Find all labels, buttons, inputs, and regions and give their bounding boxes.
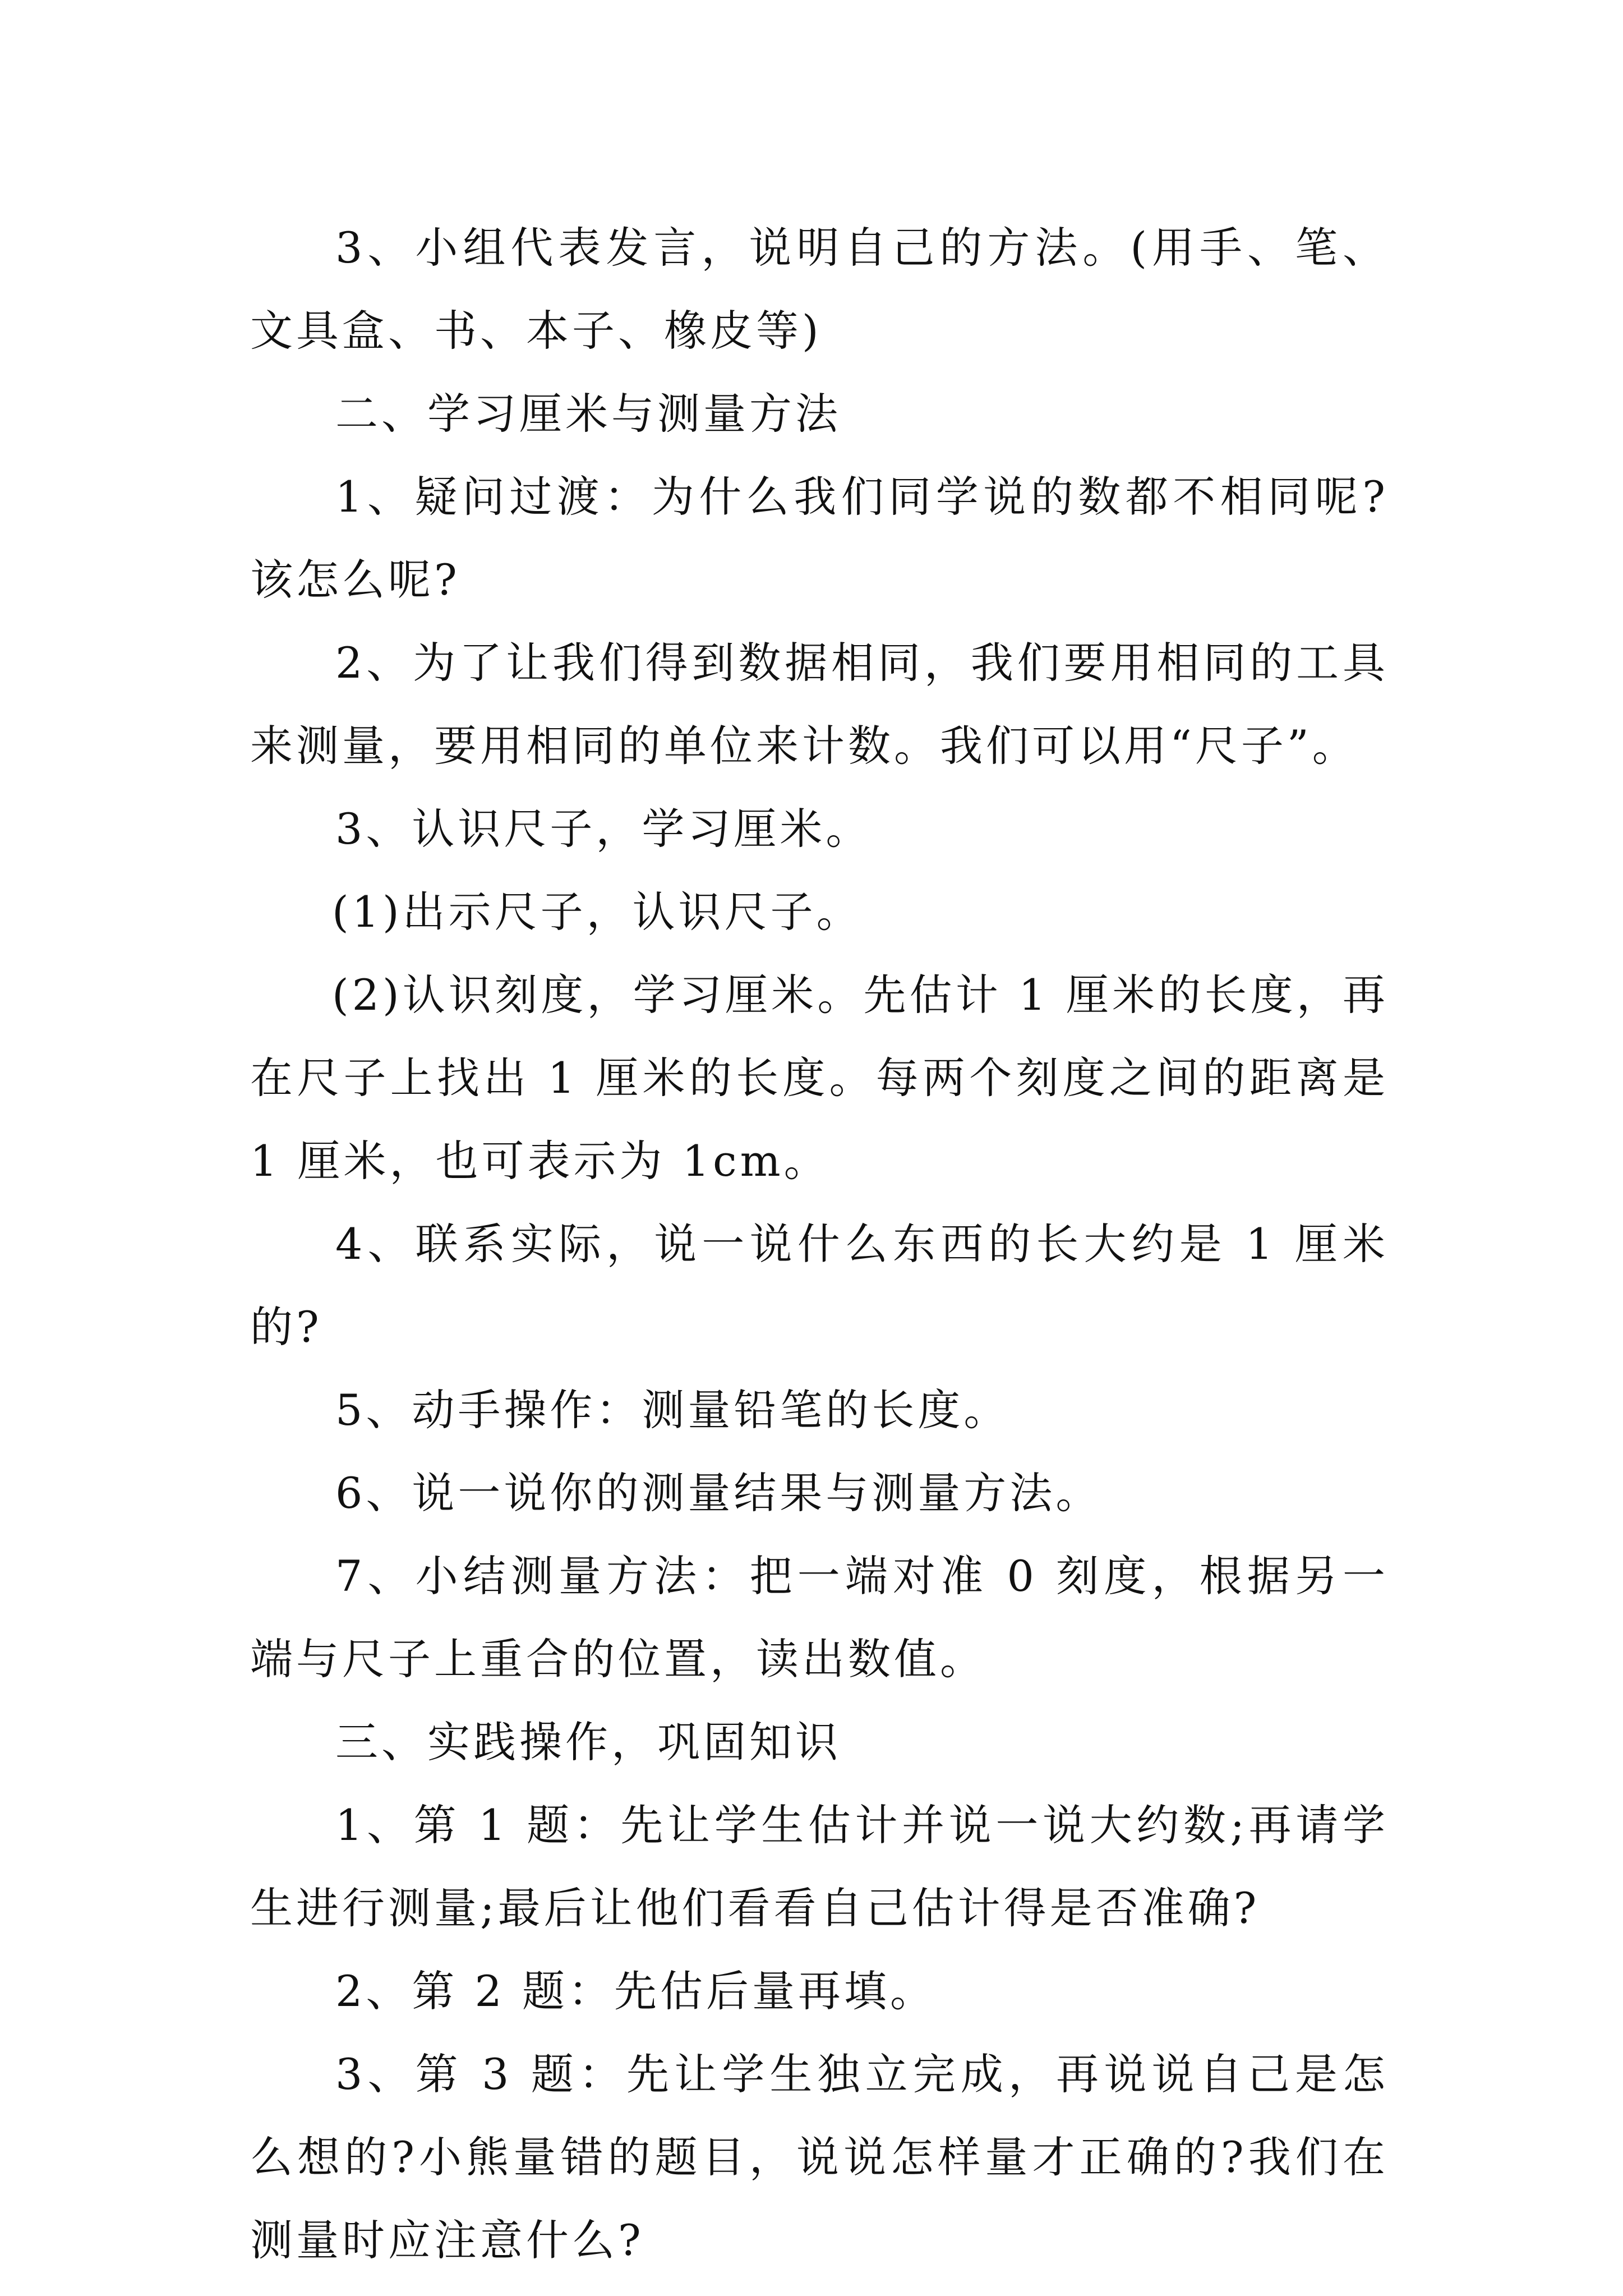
paragraph-know-ruler: 3、认识尺子，学习厘米。 — [335, 804, 872, 854]
paragraph-question-transition: 1、疑问过渡：为什么我们同学说的数都不相同呢?该怎么呢? — [250, 472, 1389, 605]
paragraph-exercise-3: 3、第 3 题：先让学生独立完成，再说说自己是怎么想的?小熊量错的题目，说说怎样量才正确的?我们在测量时应注意什么? — [250, 2049, 1389, 2265]
paragraph-exercise-1: 1、第 1 题：先让学生估计并说一说大约数;再请学生进行测量;最后让他们看看自己估计得是否准确? — [250, 1800, 1389, 1933]
paragraph-same-tool: 2、为了让我们得到数据相同，我们要用相同的工具来测量，要用相同的单位来计数。我们可以用“尺子”。 — [250, 638, 1389, 771]
paragraph-step-3-group-report: 3、小组代表发言，说明自己的方法。(用手、笔、文具盒、书、本子、橡皮等) — [250, 223, 1389, 356]
paragraph-real-life: 4、联系实际，说一说什么东西的长大约是 1 厘米的? — [250, 1219, 1389, 1352]
paragraph-hands-on: 5、动手操作：测量铅笔的长度。 — [335, 1385, 1010, 1435]
paragraph-share-results: 6、说一说你的测量结果与测量方法。 — [335, 1468, 1102, 1518]
section-heading-3: 三、实践操作，巩固知识 — [335, 1717, 841, 1767]
paragraph-show-ruler: (1)出示尺子，认识尺子。 — [332, 887, 863, 937]
section-heading-2: 二、学习厘米与测量方法 — [335, 389, 841, 439]
document-body — [250, 206, 1389, 2282]
paragraph-exercise-2: 2、第 2 题：先估后量再填。 — [335, 1966, 937, 2016]
paragraph-scale-centimeter: (2)认识刻度，学习厘米。先估计 1 厘米的长度，再在尺子上找出 1 厘米的长度。每两个刻度之间的距离是 1 厘米，也可表示为 1cm。 — [250, 970, 1389, 1186]
paragraph-summary-method: 7、小结测量方法：把一端对准 0 刻度，根据另一端与尺子上重合的位置，读出数值。 — [250, 1551, 1389, 1684]
